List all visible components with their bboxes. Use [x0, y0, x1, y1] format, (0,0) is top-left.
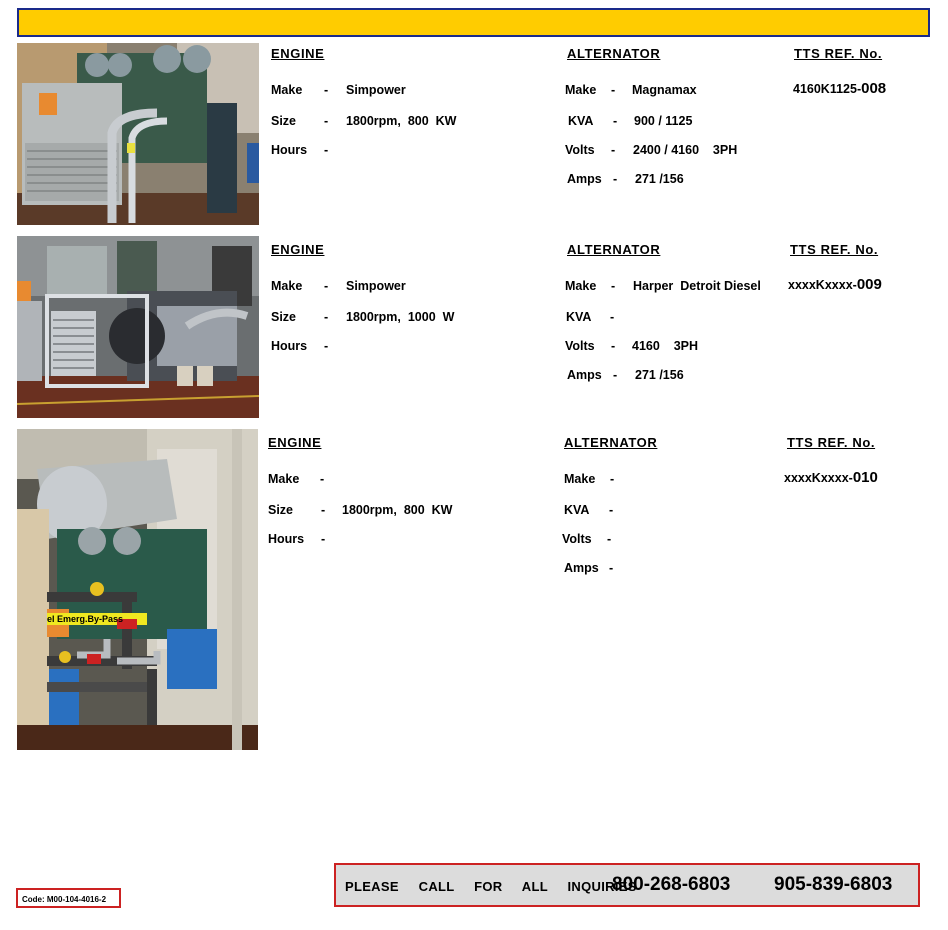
ref-prefix-2: xxxxKxxxx- — [788, 278, 857, 292]
alt-kva-dash-1: - — [613, 114, 618, 128]
alt-make-label-1: Make — [565, 83, 597, 97]
ref-prefix-3: xxxxKxxxx- — [784, 471, 853, 485]
alt-kva-label-3: KVA — [564, 503, 590, 517]
engine-make-dash-3: - — [320, 472, 325, 486]
bypass-sign-text: el Emerg.By-Pass — [47, 614, 124, 624]
engine-make-label-3: Make — [268, 472, 300, 486]
alt-kva-dash-3: - — [609, 503, 614, 517]
alt-volts-label-2: Volts — [565, 339, 595, 353]
engine-hours-label-2: Hours — [271, 339, 308, 353]
engine-size-value-1: 1800rpm, 800 KW — [346, 114, 457, 128]
engine-hours-dash-2: - — [324, 339, 329, 353]
alt-amps-dash-2: - — [613, 368, 618, 382]
alt-volts-value-1: 2400 / 4160 3PH — [633, 143, 738, 157]
alt-make-label-2: Make — [565, 279, 597, 293]
phone-number-1[interactable]: 800-268-6803 — [612, 874, 731, 895]
listing-1 — [0, 43, 948, 226]
engine-size-label-2: Size — [271, 310, 297, 324]
engine-size-dash-3: - — [321, 503, 326, 517]
ref-suffix-2: 009 — [856, 276, 882, 293]
alt-kva-label-1: KVA — [568, 114, 594, 128]
engine-make-label-2: Make — [271, 279, 303, 293]
listing-2 — [0, 236, 948, 419]
ref-number-1 — [793, 80, 886, 97]
engine-heading-3: ENGINE — [268, 435, 322, 450]
contact-box — [334, 863, 920, 907]
engine-heading-1: ENGINE — [271, 46, 325, 61]
ref-number-3 — [784, 469, 878, 486]
engine-size-label-1: Size — [271, 114, 297, 128]
inquiries-label: PLEASE CALL FOR ALL INQUIRIES — [345, 879, 637, 894]
engine-make-dash-1: - — [324, 83, 329, 97]
ref-prefix-1: 4160K1125- — [793, 82, 862, 96]
ref-suffix-1: 008 — [861, 80, 887, 97]
engine-hours-dash-1: - — [324, 143, 329, 157]
product-code: Code: M00-104-4016-2 — [16, 888, 121, 908]
alt-amps-value-2: 271 /156 — [635, 368, 684, 382]
alt-amps-label-3: Amps — [564, 561, 599, 575]
alt-amps-label-1: Amps — [567, 172, 602, 186]
alternator-heading-1: ALTERNATOR — [567, 46, 661, 61]
engine-size-dash-2: - — [324, 310, 329, 324]
alt-make-value-1: Magnamax — [632, 83, 697, 97]
alt-volts-value-2: 4160 3PH — [632, 339, 699, 353]
alt-make-dash-2: - — [611, 279, 616, 293]
alt-amps-dash-1: - — [613, 172, 618, 186]
header-banner — [17, 8, 930, 37]
ref-suffix-3: 010 — [852, 469, 878, 486]
alternator-heading-2: ALTERNATOR — [567, 242, 661, 257]
engine-size-label-3: Size — [268, 503, 294, 517]
ref-heading-1: TTS REF. No. — [794, 46, 883, 61]
engine-size-value-3: 1800rpm, 800 KW — [342, 503, 453, 517]
alt-make-dash-3: - — [610, 472, 615, 486]
engine-make-label-1: Make — [271, 83, 303, 97]
alt-make-value-2: Harper Detroit Diesel — [633, 279, 761, 293]
generator-photo-3 — [17, 429, 258, 750]
engine-hours-label-1: Hours — [271, 143, 308, 157]
engine-hours-dash-3: - — [321, 532, 326, 546]
engine-make-dash-2: - — [324, 279, 329, 293]
alternator-heading-3: ALTERNATOR — [564, 435, 658, 450]
engine-make-value-2: Simpower — [346, 279, 406, 293]
engine-hours-label-3: Hours — [268, 532, 305, 546]
alt-volts-dash-2: - — [611, 339, 616, 353]
alt-amps-dash-3: - — [609, 561, 614, 575]
alt-make-label-3: Make — [564, 472, 596, 486]
engine-make-value-1: Simpower — [346, 83, 406, 97]
generator-photo-1 — [17, 43, 259, 225]
alt-kva-label-2: KVA — [566, 310, 592, 324]
alt-amps-value-1: 271 /156 — [635, 172, 684, 186]
alt-volts-label-3: Volts — [562, 532, 592, 546]
listing-3 — [0, 429, 948, 751]
ref-heading-3: TTS REF. No. — [787, 435, 876, 450]
alt-kva-dash-2: - — [610, 310, 615, 324]
alt-volts-dash-1: - — [611, 143, 616, 157]
engine-size-value-2: 1800rpm, 1000 W — [346, 310, 455, 324]
generator-photo-2 — [17, 236, 259, 418]
alt-volts-label-1: Volts — [565, 143, 595, 157]
phone-number-2[interactable]: 905-839-6803 — [774, 874, 893, 895]
ref-heading-2: TTS REF. No. — [790, 242, 879, 257]
alt-volts-dash-3: - — [607, 532, 612, 546]
alt-amps-label-2: Amps — [567, 368, 602, 382]
alt-kva-value-1: 900 / 1125 — [634, 114, 693, 128]
engine-heading-2: ENGINE — [271, 242, 325, 257]
alt-make-dash-1: - — [611, 83, 616, 97]
engine-size-dash-1: - — [324, 114, 329, 128]
ref-number-2 — [788, 276, 882, 293]
